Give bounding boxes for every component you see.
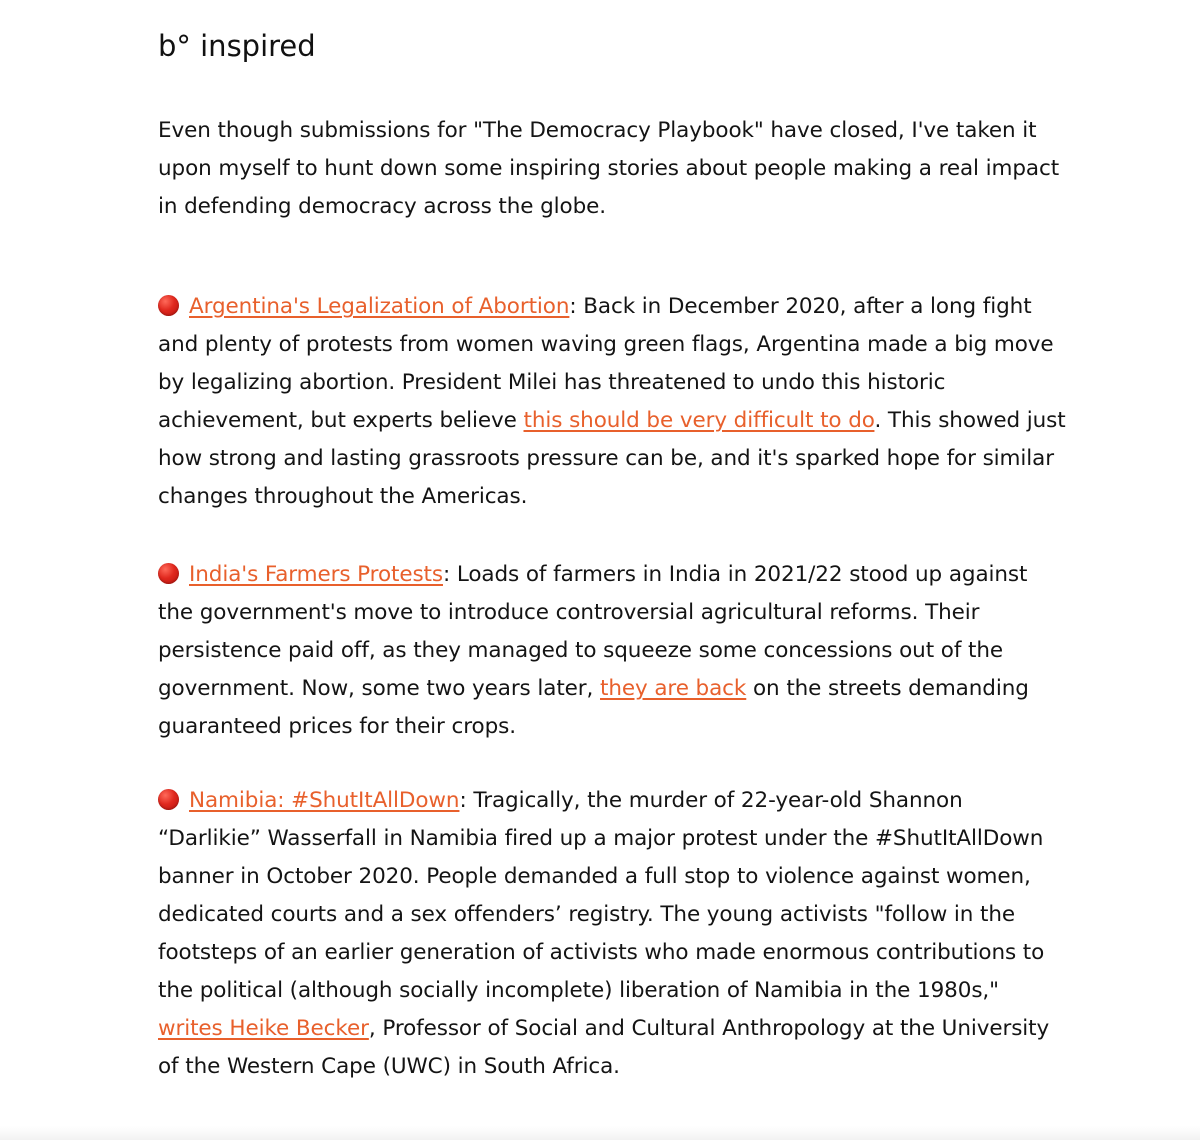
story-text: . This showed just how strong and lasting grassroots pressure can be, and it's sparked hope for similar changes throughout the Americas. [158,408,1066,509]
difficult-to-undo-link[interactable]: this should be very difficult to do [523,408,875,433]
page-bottom-edge [0,1126,1200,1140]
india-farmers-link[interactable]: India's Farmers Protests [189,562,443,587]
red-circle-icon [158,563,179,584]
argentina-abortion-link[interactable]: Argentina's Legalization of Abortion [189,294,570,319]
namibia-shutitalldown-link[interactable]: Namibia: #ShutItAllDown [189,788,460,813]
story-text: , Professor of Social and Cultural Anthropology at the University of the Western Cape (UWC) in South Africa. [158,1016,1050,1079]
story-text: on the streets demanding guaranteed prices for their crops. [158,676,1029,739]
red-circle-icon [158,295,179,316]
story-namibia [158,782,1068,1086]
story-text: : Loads of farmers in India in 2021/22 stood up against the government's move to introduce controversial agricultural reforms. Their persistence paid off, as they managed to squeeze some concessions out of the government. Now, some two years later, [158,562,1028,701]
story-text: : Tragically, the murder of 22-year-old Shannon “Darlikie” Wasserfall in Namibia fired up a major protest under the #ShutItAllDown banner in October 2020. People demanded a full stop to violence against women, dedicated courts and a sex offenders’ registry. The young activists "follow in the footsteps of an earlier generation of activists who made enormous contributions to the political (although socially incomplete) liberation of Namibia in the 1980s," [158,788,1045,1003]
story-text: : Back in December 2020, after a long fight and plenty of protests from women waving green flags, Argentina made a big move by legalizing abortion. President Milei has threatened to undo this historic achievement, but experts believe [158,294,1054,433]
red-circle-icon [158,789,179,810]
they-are-back-link[interactable]: they are back [600,676,747,701]
section-heading: b° inspired [158,29,316,64]
story-argentina [158,288,1068,516]
heike-becker-link[interactable]: writes Heike Becker [158,1016,369,1041]
story-india [158,556,1068,746]
intro-paragraph: Even though submissions for "The Democracy Playbook" have closed, I've taken it upon myself to hunt down some inspiring stories about people making a real impact in defending democracy across the globe. [158,118,1060,219]
